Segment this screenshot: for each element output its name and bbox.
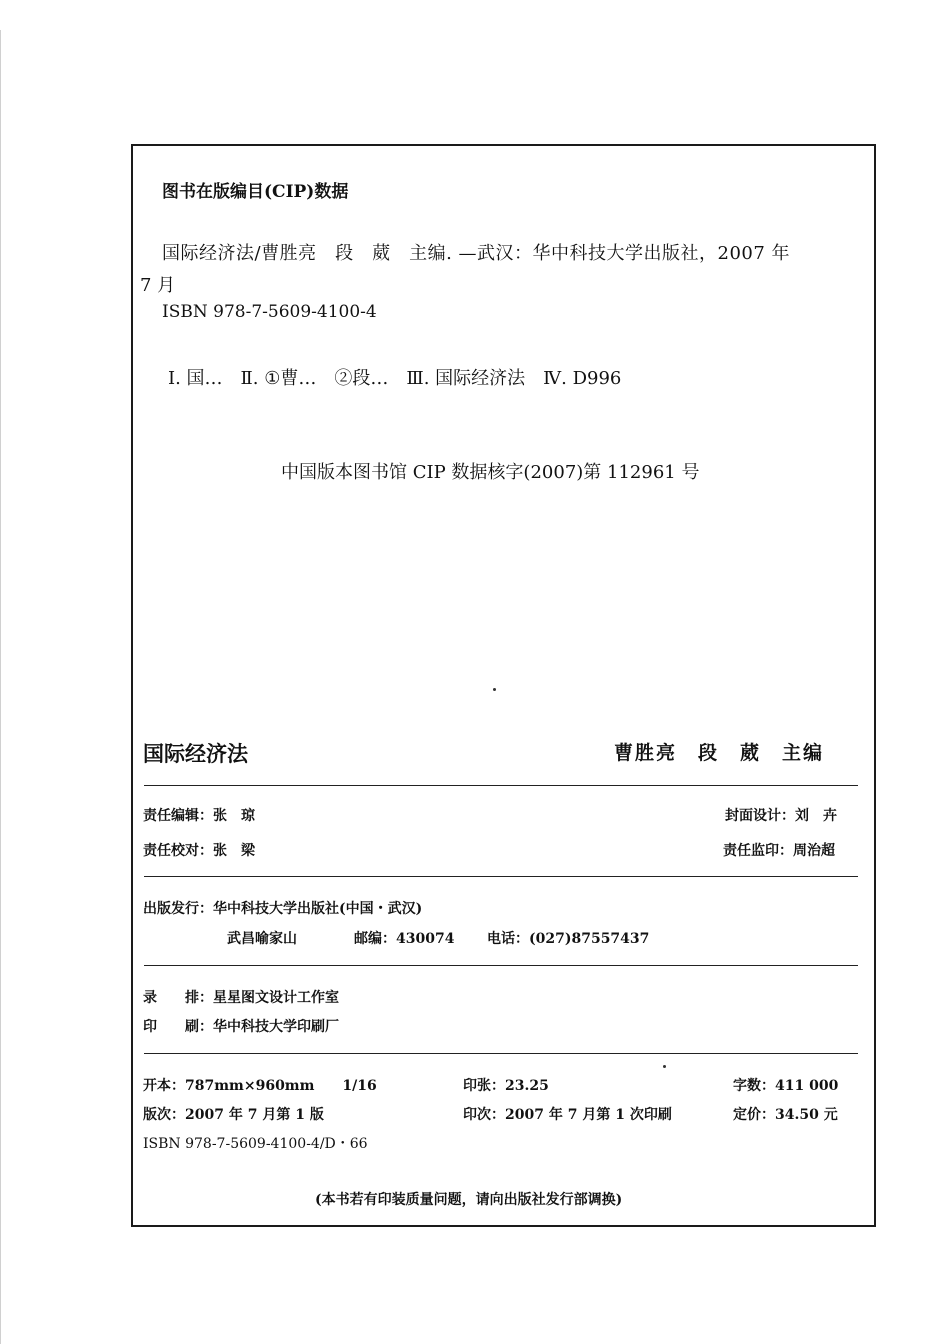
divider — [144, 876, 858, 877]
scan-speck — [663, 1065, 666, 1068]
cip-isbn: ISBN 978-7-5609-4100-4 — [162, 302, 377, 322]
scan-edge-line — [0, 30, 1, 1344]
responsible-editor: 责任编辑：张 琼 — [143, 808, 255, 824]
publisher-postcode: 邮编：430074 — [354, 931, 455, 947]
book-authors: 曹胜亮 段 葳 主编 — [614, 742, 825, 764]
publisher-address: 武昌喻家山 — [227, 931, 297, 947]
divider — [144, 1053, 858, 1054]
format-size: 开本：787mm×960mm 1/16 — [143, 1078, 377, 1094]
price: 定价：34.50 元 — [733, 1107, 838, 1123]
responsible-proofreader: 责任校对：张 梁 — [143, 843, 255, 859]
quality-notice: (本书若有印装质量问题，请向出版社发行部调换) — [315, 1192, 623, 1208]
cip-heading: 图书在版编目(CIP)数据 — [162, 182, 349, 202]
word-count: 字数：411 000 — [733, 1078, 839, 1094]
printed-sheets: 印张：23.25 — [463, 1078, 549, 1094]
cover-designer: 封面设计：刘 卉 — [725, 808, 837, 824]
printing-house: 印 刷：华中科技大学印刷厂 — [143, 1019, 339, 1035]
edition-info: 版次：2007 年 7 月第 1 版 — [143, 1107, 324, 1123]
publisher-line: 出版发行：华中科技大学出版社(中国・武汉) — [143, 901, 423, 917]
typesetting-studio: 录 排：星星图文设计工作室 — [143, 990, 339, 1006]
print-supervisor: 责任监印：周治超 — [723, 843, 835, 859]
cip-entry-line2: 7 月 — [140, 275, 176, 296]
cip-classification: Ⅰ. 国… Ⅱ. ①曹… ②段… Ⅲ. 国际经济法 Ⅳ. D996 — [168, 368, 622, 389]
cip-entry-line1: 国际经济法/曹胜亮 段 葳 主编. —武汉：华中科技大学出版社，2007 年 — [162, 243, 791, 264]
scan-speck — [493, 688, 496, 691]
cip-verification-number: 中国版本图书馆 CIP 数据核字(2007)第 112961 号 — [281, 462, 700, 483]
book-title: 国际经济法 — [143, 741, 248, 766]
publisher-phone: 电话：(027)87557437 — [487, 931, 650, 947]
full-isbn: ISBN 978-7-5609-4100-4/D・66 — [143, 1136, 368, 1152]
divider — [144, 965, 858, 966]
impression-info: 印次：2007 年 7 月第 1 次印刷 — [463, 1107, 672, 1123]
divider — [144, 785, 858, 786]
